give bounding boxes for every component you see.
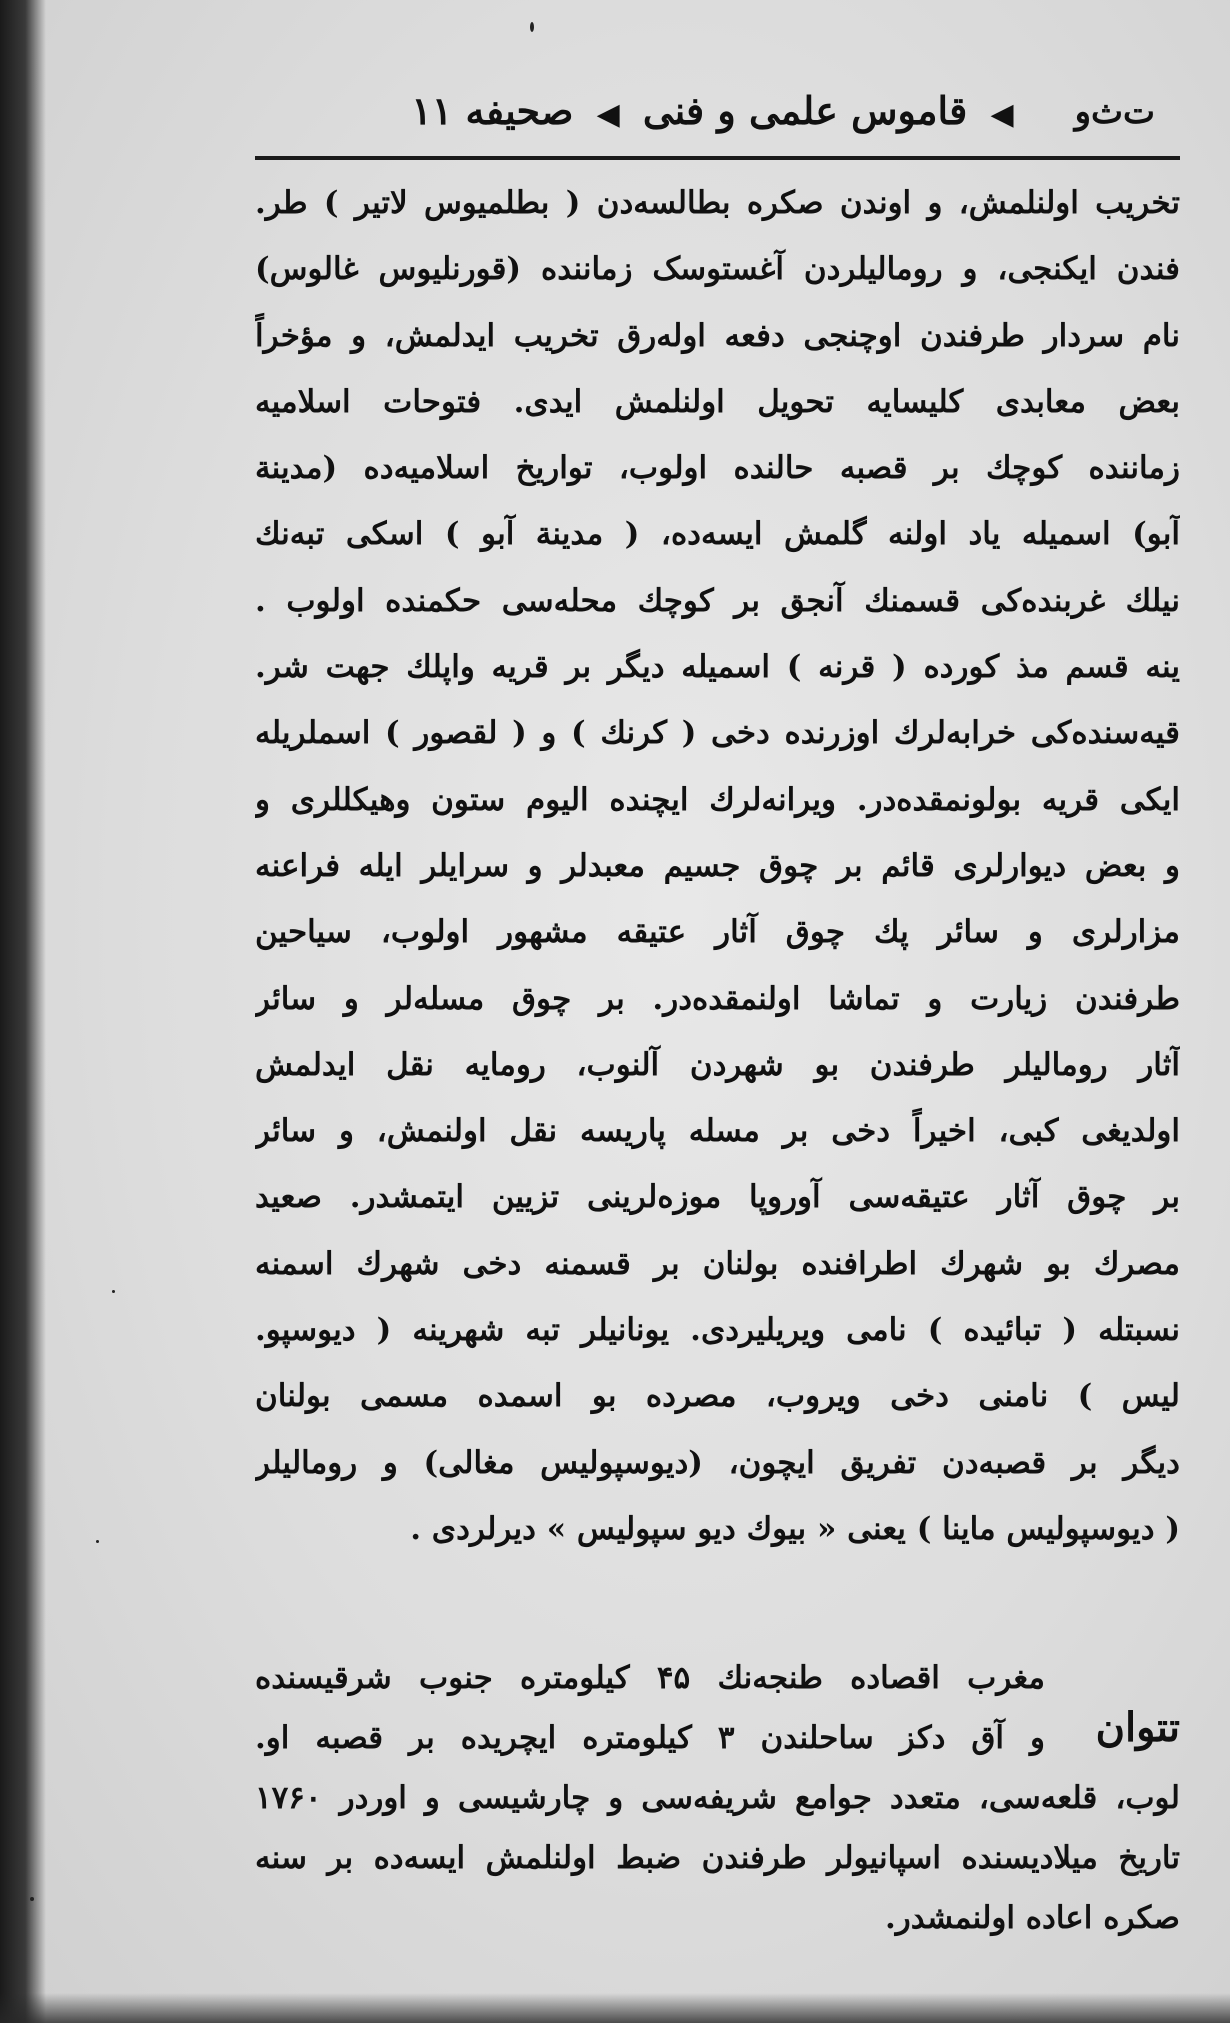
text-line: اولدیغی کبی، اخیراً دخی بر مسله پاریسه نقل اولنمش، و سائر — [255, 1113, 1180, 1150]
text-line: بعض معابدی کلیسایه تحویل اولنلمش ایدی. فتوحات اسلامیه — [255, 383, 1180, 420]
text-line: مصرك بو شهرك اطرافنده بولنان بر قسمنه دخی شهرك اسمنه — [255, 1245, 1180, 1282]
text-line: آبو) اسمیله یاد اولنه گلمش ایسه‌ده، ( مدینة آبو ) اسکی تبه‌نك — [255, 516, 1180, 553]
text-line: نام سردار طرفندن اوچنجی دفعه اوله‌رق تخریب ایدلمش، و مؤخراً — [255, 317, 1180, 354]
binding-shadow — [0, 0, 46, 2023]
ink-speck — [30, 1897, 34, 1901]
text-line: ینه قسم مذ کورده ( قرنه ) اسمیله دیگر بر قریه واپلك جهت شر. — [255, 649, 1180, 686]
page-content — [255, 70, 1180, 2000]
header-rule — [255, 156, 1180, 160]
text-line: نسبتله ( تبائیده ) نامی ویریلیردی. یونانیلر تبه شهرینه ( دیوسپو. — [255, 1312, 1180, 1349]
header-page-label: صحیفه ۱۱ — [411, 88, 574, 133]
ink-speck — [96, 1540, 99, 1543]
entry-line: لوب، قلعه‌سی، متعدد جوامع شریفه‌سی و چارشیسی و اوردر ۱۷۶۰ — [255, 1780, 1180, 1816]
text-line: آثار رومالیلر طرفندن بو شهردن آلنوب، رومایه نقل ایدلمش — [255, 1046, 1180, 1083]
text-line: لیس ) نامنی دخی ویروب، مصرده بو اسمده مسمی بولنان — [255, 1378, 1180, 1415]
text-line: و بعض دیوارلری قائم بر چوق جسیم معبدلر و سرایلر ایله فراعنه — [255, 847, 1180, 884]
entry-line: تاریخ میلادیسنده اسپانیولر طرفندن ضبط اولنلمش ایسه‌ده بر سنه — [255, 1840, 1180, 1876]
entry-line: و آق دکز ساحلندن ۳ کیلومتره ایچریده بر قصبه او. — [255, 1720, 1045, 1756]
running-header — [255, 84, 1180, 154]
entry-line: مغرب اقصاده طنجه‌نك ۴۵ کیلومتره جنوب شرقیسنده — [255, 1660, 1045, 1696]
bottom-shadow — [0, 1993, 1230, 2023]
body-paragraph — [255, 170, 1180, 1562]
header-letters: ت‌ث‌و — [1074, 92, 1155, 132]
text-line: دیگر بر قصبه‌دن تفریق ایچون، (دیوسپولیس مغالی) و رومالیلر — [255, 1444, 1180, 1481]
entry-headword: تتوان — [1095, 1704, 1180, 1751]
ink-speck — [112, 1290, 115, 1293]
header-title-group — [255, 88, 1180, 133]
dictionary-entry — [255, 1648, 1180, 1948]
text-line: بر چوق آثار عتیقه‌سی آوروپا موزه‌لرینی تزیین ایتمشدر. صعید — [255, 1179, 1180, 1216]
text-line: ایکی قریه بولونمقده‌در. ویرانه‌لرك ایچنده الیوم ستون وهیکللری و — [255, 781, 1180, 818]
text-line: زماننده کوچك بر قصبه حالنده اولوب، تواریخ اسلامیه‌ده (مدینة — [255, 450, 1180, 487]
ornament-left-icon: ◀ — [990, 97, 1014, 132]
entry-line: صکره اعاده اولنمشدر. — [885, 1900, 1180, 1936]
text-line: طرفندن زیارت و تماشا اولنمقده‌در. بر چوق مسله‌لر و سائر — [255, 980, 1180, 1017]
ink-speck — [530, 22, 534, 32]
text-line: تخریب اولنلمش، و اوندن صکره بطالسه‌دن ( بطلمیوس لاتیر ) طر. — [255, 185, 1180, 221]
text-line: قیه‌سنده‌کی خرابه‌لرك اوزرنده دخی ( کرنك ) و ( لقصور ) اسملریله — [255, 715, 1180, 752]
text-line: ( دیوسپولیس ماینا ) یعنی « بیوك دیو سپولیس » دیرلردی . — [410, 1510, 1180, 1547]
ornament-right-icon: ◀ — [596, 97, 620, 132]
header-title: قاموس علمی و فنی — [642, 88, 968, 133]
text-line: نیلك غربنده‌کی قسمنك آنجق بر کوچك محله‌سی حکمنده اولوب . — [255, 582, 1180, 619]
text-line: فندن ایکنجی، و رومالیلردن آغستوسک زماننده (قورنلیوس غالوس) — [255, 251, 1180, 288]
text-line: مزارلری و سائر پك چوق آثار عتیقه مشهور اولوب، سیاحین — [255, 914, 1180, 951]
